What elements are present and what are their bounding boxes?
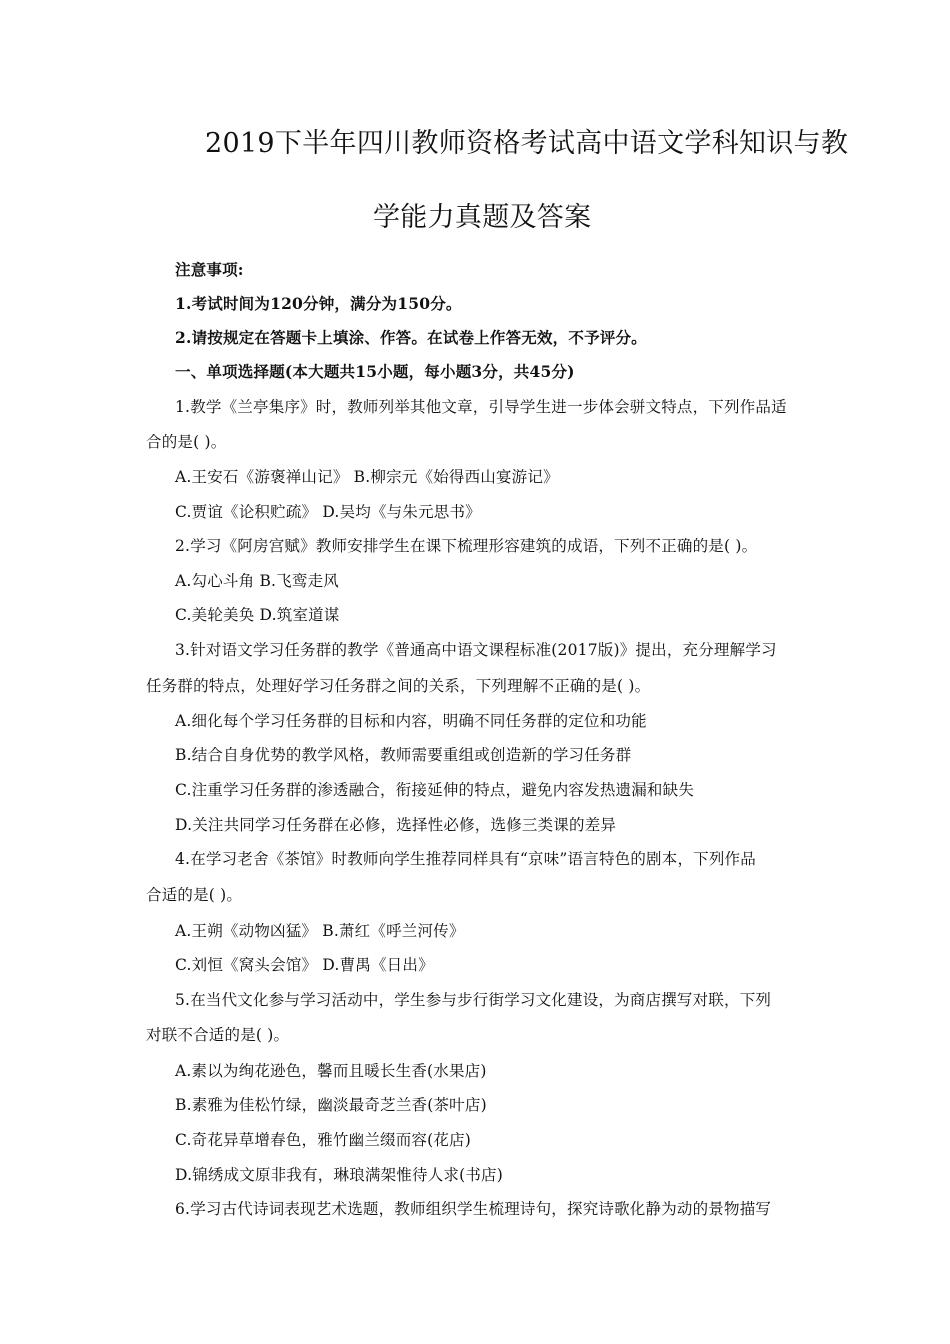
question-1-stem-line-1: 1.教学《兰亭集序》时，教师列举其他文章，引导学生进一步体会骈文特点，下列作品适 — [175, 398, 787, 416]
question-3-option-d: D.关注共同学习任务群在必修，选择性必修，选修三类课的差异 — [175, 816, 617, 834]
question-5-option-c: C.奇花异草增春色，雅竹幽兰缀而容(花店) — [175, 1131, 472, 1149]
question-3-stem-line-2: 任务群的特点，处理好学习任务群之间的关系，下列理解不正确的是( )。 — [146, 677, 651, 695]
notice-heading: 注意事项: — [175, 260, 244, 279]
question-3-option-b: B.结合自身优势的教学风格，教师需要重组或创造新的学习任务群 — [175, 746, 632, 764]
question-5-option-a: A.素以为绚花逊色，馨而且暖长生香(水果店) — [175, 1062, 487, 1080]
section-heading: 一、单项选择题(本大题共15小题，每小题3分，共45分) — [175, 362, 575, 381]
question-2-options-cd: C.美轮美奂 D.筑室道谋 — [175, 606, 340, 624]
question-1-options-ab: A.王安石《游褒禅山记》 B.柳宗元《始得西山宴游记》 — [175, 468, 559, 486]
question-5-stem-line-2: 对联不合适的是( )。 — [146, 1026, 290, 1044]
question-1-options-cd: C.贾谊《论积贮疏》 D.吴均《与朱元思书》 — [175, 503, 481, 521]
question-4-options-ab: A.王朔《动物凶猛》 B.萧红《呼兰河传》 — [175, 922, 465, 940]
question-2-stem-line-1: 2.学习《阿房宫赋》教师安排学生在课下梳理形容建筑的成语，下列不正确的是( )。 — [175, 537, 758, 555]
notice-item-1: 1.考试时间为120分钟，满分为150分。 — [175, 294, 462, 313]
question-5-stem-line-1: 5.在当代文化参与学习活动中，学生参与步行街学习文化建设，为商店撰写对联，下列 — [175, 991, 772, 1009]
question-4-stem-line-2: 合适的是( )。 — [146, 886, 243, 904]
question-5-option-d: D.锦绣成文原非我有，琳琅满架惟待人求(书店) — [175, 1166, 503, 1184]
question-2-options-ab: A.勾心斗角 B.飞鸾走风 — [175, 572, 339, 590]
question-4-options-cd: C.刘恒《窝头会馆》 D.曹禺《日出》 — [175, 956, 434, 974]
question-5-option-b: B.素雅为佳松竹绿，幽淡最奇芝兰香(茶叶店) — [175, 1096, 487, 1114]
notice-item-2: 2.请按规定在答题卡上填涂、作答。在试卷上作答无效，不予评分。 — [175, 328, 647, 347]
question-3-stem-line-1: 3.针对语文学习任务群的教学《普通高中语文课程标准(2017版)》提出，充分理解学习 — [175, 641, 777, 659]
document-title-line-1: 2019下半年四川教师资格考试高中语文学科知识与教 — [205, 128, 849, 159]
document-title-line-2: 学能力真题及答案 — [373, 202, 592, 233]
question-3-option-c: C.注重学习任务群的渗透融合，衔接延伸的特点，避免内容发热遗漏和缺失 — [175, 781, 695, 799]
question-4-stem-line-1: 4.在学习老舍《茶馆》时教师向学生推荐同样具有“京味”语言特色的剧本，下列作品 — [175, 850, 756, 868]
question-3-option-a: A.细化每个学习任务群的目标和内容，明确不同任务群的定位和功能 — [175, 712, 647, 730]
question-6-stem-line-1: 6.学习古代诗词表现艺术选题，教师组织学生梳理诗句，探究诗歌化静为动的景物描写 — [175, 1200, 772, 1218]
question-1-stem-line-2: 合的是( )。 — [146, 433, 227, 451]
